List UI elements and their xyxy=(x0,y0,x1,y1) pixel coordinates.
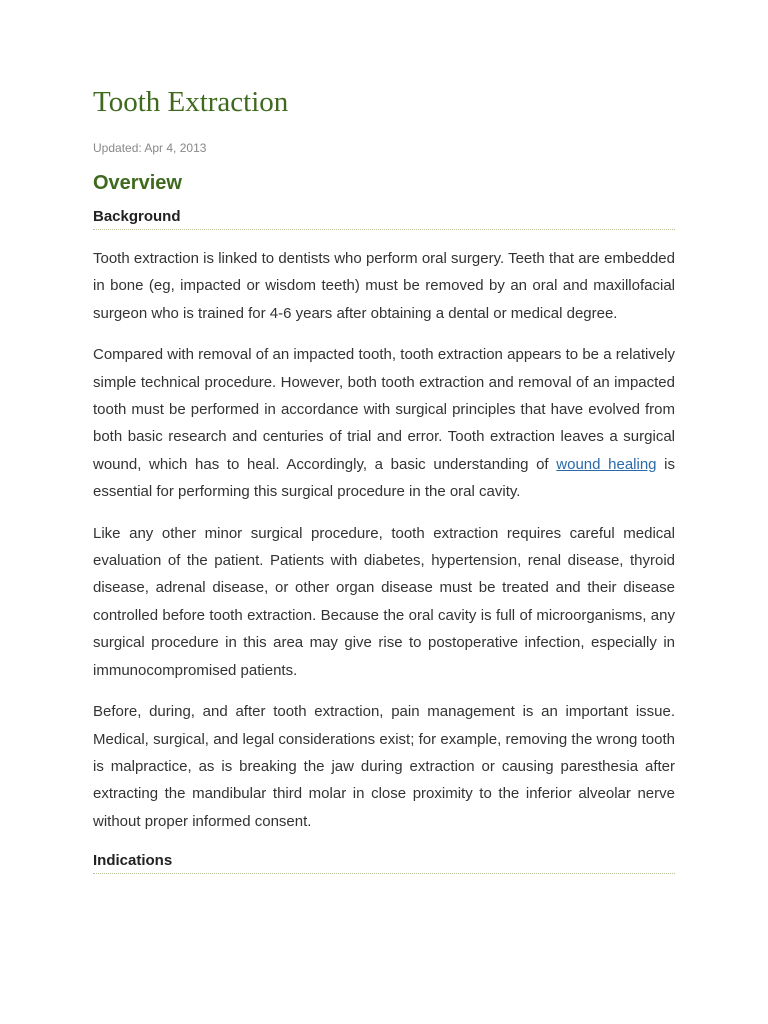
paragraph-4: Before, during, and after tooth extraction, pain management is an important issue. Medical, surgical, and legal considerations exist; for example, removing the wrong tooth is malpractice, as is breaking the jaw during extraction or causing paresthesia after extracting the mandibular third molar in close proximity to the inferior alveolar nerve without proper informed consent. xyxy=(93,703,675,830)
subheading-background: Background xyxy=(93,207,675,230)
paragraph-2-text-after: is essential for performing this surgical procedure in the oral cavity. xyxy=(93,455,676,501)
updated-date: Updated: Apr 4, 2013 xyxy=(93,141,207,155)
paragraph-3: Like any other minor surgical procedure, tooth extraction requires careful medical evaluation of the patient. Patients with diabetes, hypertension, renal disease, thyroid disease, adrenal disease, or other organ disease must be treated and their disease controlled before tooth extraction. Because the oral cavity is full of microorganisms, any surgical procedure in this area may give rise to postoperative infection, especially in immunocompromised patients. xyxy=(93,524,675,679)
section-title-overview: Overview xyxy=(93,172,182,194)
paragraph-2 xyxy=(93,341,675,505)
subheading-indications: Indications xyxy=(93,851,675,874)
article-content xyxy=(93,83,675,874)
paragraph-2-text-before: Compared with removal of an impacted tooth, tooth extraction appears to be a relatively simple technical procedure. However, both tooth extraction and removal of an impacted tooth must be performed in accordance with surgical principles that have evolved from both basic research and centuries of trial and error. Tooth extraction leaves a surgical wound, which has to heal. Accordingly, a basic understanding of xyxy=(93,346,675,473)
page-title: Tooth Extraction xyxy=(93,86,289,118)
wound-healing-link[interactable]: wound healing xyxy=(556,455,657,473)
paragraph-1: Tooth extraction is linked to dentists who perform oral surgery. Teeth that are embedded in bone (eg, impacted or wisdom teeth) must be removed by an oral and maxillofacial surgeon who is trained for 4-6 years after obtaining a dental or medical degree. xyxy=(93,250,675,322)
